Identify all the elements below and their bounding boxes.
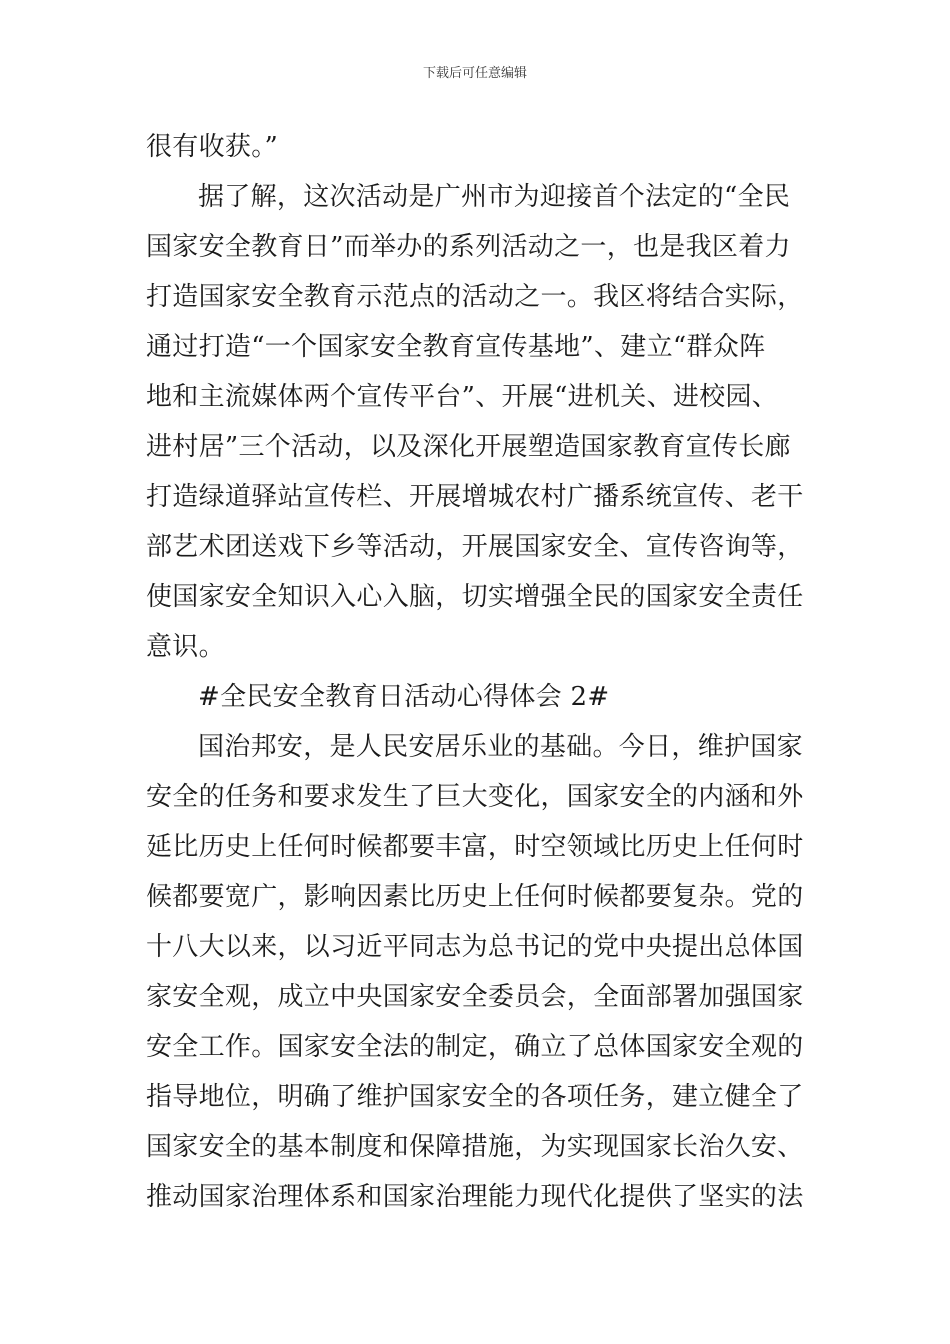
text-line: 地和主流媒体两个宣传平台”、开展“进机关、进校园、 <box>146 382 779 412</box>
document-body <box>146 122 806 1222</box>
text-line: 部艺术团送戏下乡等活动，开展国家安全、宣传咨询等， <box>146 532 804 562</box>
section-heading: #全民安全教育日活动心得体会 2# <box>198 682 610 712</box>
text-line: 通过打造“一个国家安全教育宣传基地”、建立“群众阵 <box>146 332 766 362</box>
text-line: 打造绿道驿站宣传栏、开展增城农村广播系统宣传、老干 <box>146 482 804 512</box>
text-line: 家安全观，成立中央国家安全委员会，全面部署加强国家 <box>146 982 804 1012</box>
text-line: 意识。 <box>146 632 225 662</box>
text-line: 据了解，这次活动是广州市为迎接首个法定的“全民 <box>198 182 791 212</box>
text-line: 国治邦安，是人民安居乐业的基础。今日，维护国家 <box>198 732 803 762</box>
text-line: 使国家安全知识入心入脑，切实增强全民的国家安全责任 <box>146 582 804 612</box>
text-line: 安全的任务和要求发生了巨大变化，国家安全的内涵和外 <box>146 782 804 812</box>
text-line: 候都要宽广，影响因素比历史上任何时候都要复杂。党的 <box>146 882 804 912</box>
text-line: 国家安全的基本制度和保障措施，为实现国家长治久安、 <box>146 1132 804 1162</box>
text-line: 安全工作。国家安全法的制定，确立了总体国家安全观的 <box>146 1032 804 1062</box>
text-line: 进村居”三个活动，以及深化开展塑造国家教育宣传长廊 <box>146 432 791 462</box>
text-line: 推动国家治理体系和国家治理能力现代化提供了坚实的法 <box>146 1182 804 1212</box>
page-header: 下载后可任意编辑 <box>422 66 527 81</box>
text-line: 指导地位，明确了维护国家安全的各项任务，建立健全了 <box>146 1082 804 1112</box>
text-line: 十八大以来，以习近平同志为总书记的党中央提出总体国 <box>146 932 804 962</box>
text-line: 国家安全教育日”而举办的系列活动之一，也是我区着力 <box>146 232 791 262</box>
text-line: 打造国家安全教育示范点的活动之一。我区将结合实际， <box>146 282 804 312</box>
text-line: 很有收获。” <box>146 132 279 162</box>
text-line: 延比历史上任何时候都要丰富，时空领域比历史上任何时 <box>146 832 804 862</box>
